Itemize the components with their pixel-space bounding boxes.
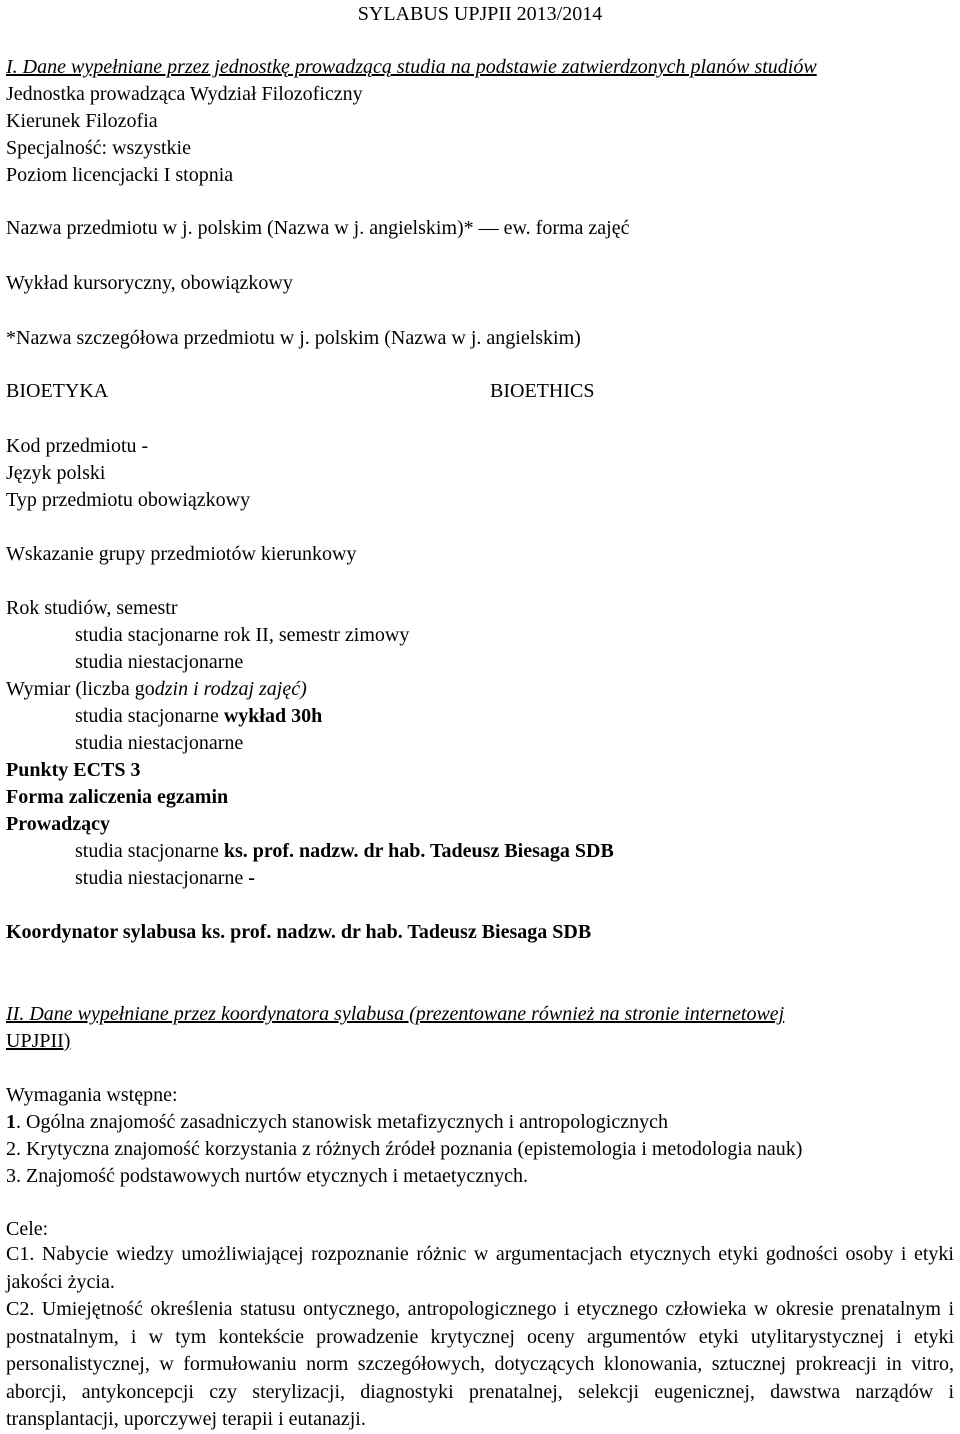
specialty-line: Specjalność: wszystkie bbox=[6, 137, 191, 159]
year-full-time: studia stacjonarne rok II, semestr zimowy bbox=[75, 624, 410, 646]
teacher-part-time: studia niestacjonarne - bbox=[75, 867, 255, 889]
teacher-full-time: studia stacjonarne ks. prof. nadzw. dr hab. Tadeusz Biesaga SDB bbox=[75, 840, 614, 862]
level-line: Poziom licencjacki I stopnia bbox=[6, 164, 234, 186]
year-label: Rok studiów, semestr bbox=[6, 597, 178, 619]
course-code: Kod przedmiotu - bbox=[6, 435, 149, 457]
prereq-item: 3. Znajomość podstawowych nurtów etycznych i metaetycznych. bbox=[6, 1165, 529, 1187]
section2-heading-cont: UPJPII) bbox=[6, 1030, 71, 1052]
teacher-label: Prowadzący bbox=[6, 813, 111, 835]
hours-line: Wymiar (liczba godzin i rodzaj zajęć) bbox=[6, 678, 307, 700]
year-part-time: studia niestacjonarne bbox=[75, 651, 244, 673]
prereq-label: Wymagania wstępne: bbox=[6, 1084, 178, 1106]
hours-full-time: studia stacjonarne wykład 30h bbox=[75, 705, 323, 727]
goal-c2: C2. Umiejętność określenia statusu ontycznego, antropologicznego i etycznego człowieka w okresie prenatalnym i postnatalnym, i w tym kontekście prowadzenie krytycznej oceny argumentów etyki utylitarystycznej i etyki personalistycznej, w formułowaniu norm szczegółowych, dotyczących klonowania, sztucznej prokreacji in vitro, aborcji, antykoncepcji czy sterylizacji, diagnostyki prenatalnej, selekcji eugenicznej, dawstwa narządów i transplantacji, uporczywej terapii i eutanazji. bbox=[6, 1298, 954, 1430]
section1-heading: I. Dane wypełniane przez jednostkę prowadzącą studia na podstawie zatwierdzonych planów studiów bbox=[6, 56, 817, 78]
goals-label: Cele: bbox=[6, 1218, 49, 1240]
prereq-item: 2. Krytyczna znajomość korzystania z różnych źródeł poznania (epistemologia i metodologia nauk) bbox=[6, 1138, 803, 1160]
detailed-name-header: *Nazwa szczegółowa przedmiotu w j. polskim (Nazwa w j. angielskim) bbox=[6, 327, 581, 349]
course-form: Wykład kursoryczny, obowiązkowy bbox=[6, 272, 293, 294]
section2-heading: II. Dane wypełniane przez koordynatora sylabusa (prezentowane również na stronie internetowej bbox=[6, 1003, 785, 1025]
course-language: Język polski bbox=[6, 462, 106, 484]
prereq-item: 1. Ogólna znajomość zasadniczych stanowisk metafizycznych i antropologicznych bbox=[6, 1111, 668, 1133]
course-type: Typ przedmiotu obowiązkowy bbox=[6, 489, 251, 511]
course-name-en: BIOETHICS bbox=[490, 380, 595, 402]
assessment-line: Forma zaliczenia egzamin bbox=[6, 786, 229, 808]
goal-c1: C1. Nabycie wiedzy umożliwiającej rozpoznanie różnic w argumentacjach etycznych etyki godności osoby i etyki jakości życia. bbox=[6, 1243, 954, 1293]
course-name-header: Nazwa przedmiotu w j. polskim (Nazwa w j. angielskim)* — ew. forma zajęć bbox=[6, 217, 630, 239]
ects-line: Punkty ECTS 3 bbox=[6, 759, 141, 781]
course-group: Wskazanie grupy przedmiotów kierunkowy bbox=[6, 543, 357, 565]
coordinator-line: Koordynator sylabusa ks. prof. nadzw. dr hab. Tadeusz Biesaga SDB bbox=[6, 921, 592, 943]
field-line: Kierunek Filozofia bbox=[6, 110, 158, 132]
hours-part-time: studia niestacjonarne bbox=[75, 732, 244, 754]
unit-line: Jednostka prowadząca Wydział Filozoficzny bbox=[6, 83, 363, 105]
course-name-pl: BIOETYKA bbox=[6, 380, 109, 402]
page-title: SYLABUS UPJPII 2013/2014 bbox=[357, 3, 603, 25]
